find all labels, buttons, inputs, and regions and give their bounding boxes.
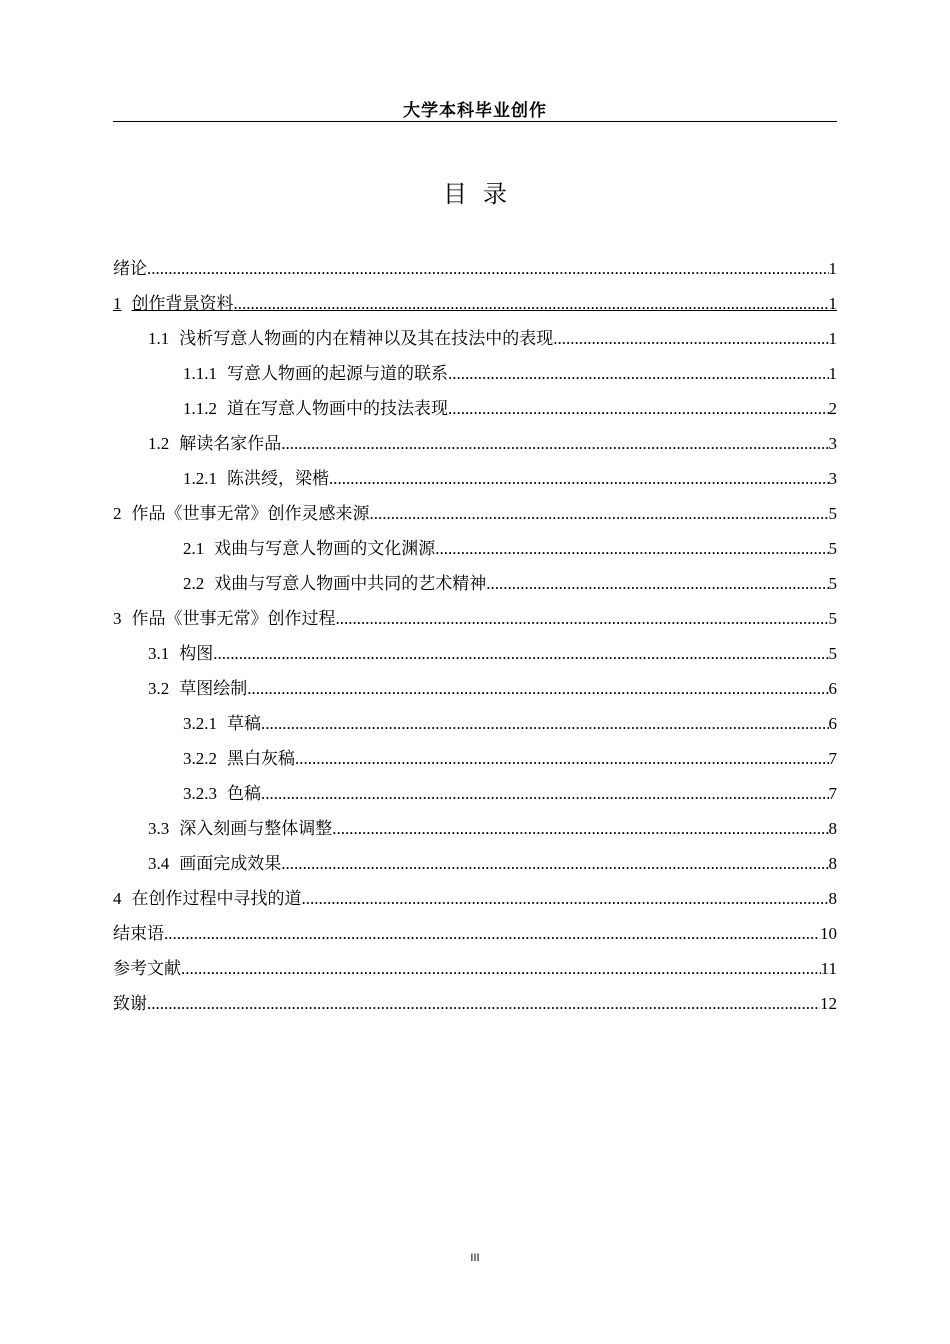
toc-entry-page: 8 — [828, 819, 837, 838]
toc-entry[interactable] — [113, 711, 837, 746]
toc-leader-dots — [281, 431, 828, 457]
toc-entry-page: 6 — [828, 714, 837, 733]
toc-entry-number: 3.1 — [148, 644, 170, 663]
toc-leader-dots — [448, 396, 829, 422]
toc-entry-label: 致谢 — [113, 994, 147, 1013]
toc-entry[interactable] — [113, 641, 837, 676]
toc-entry-label: 戏曲与写意人物画的文化渊源 — [214, 539, 436, 558]
toc-entry-label: 作品《世事无常》创作灵感来源 — [131, 504, 370, 523]
toc-entry-label: 陈洪绶，梁楷 — [227, 469, 329, 488]
toc-entry-label: 参考文献 — [113, 959, 181, 978]
toc-entry-number: 1 — [113, 294, 122, 313]
toc-entry-number: 3.3 — [148, 819, 170, 838]
toc-entry-label: 作品《世事无常》创作过程 — [131, 609, 336, 628]
toc-entry-number: 2.2 — [183, 574, 205, 593]
toc-entry[interactable] — [113, 851, 837, 886]
toc-entry-number: 3 — [113, 609, 122, 628]
toc-entry-number: 4 — [113, 889, 122, 908]
toc-entry[interactable] — [113, 781, 837, 816]
toc-entry-label: 草图绘制 — [179, 679, 248, 698]
toc-entry-page: 3 — [828, 434, 837, 453]
toc-entry[interactable] — [113, 991, 837, 1026]
toc-entry-number: 3.2.1 — [183, 714, 217, 733]
toc-entry-label: 解读名家作品 — [179, 434, 282, 453]
toc-entry-page: 12 — [820, 994, 837, 1013]
toc-entry[interactable] — [113, 256, 837, 291]
toc-leader-dots — [448, 361, 829, 387]
toc-entry-label: 浅析写意人物画的内在精神以及其在技法中的表现 — [179, 329, 554, 348]
toc-leader-dots — [329, 466, 829, 492]
toc-entry-page: 5 — [828, 574, 837, 593]
toc-entry-page: 3 — [828, 469, 837, 488]
toc-entry-number: 1.1.2 — [183, 399, 217, 418]
toc-entry-label: 写意人物画的起源与道的联系 — [227, 364, 448, 383]
toc-entry-number: 2 — [113, 504, 122, 523]
toc-entry-page: 2 — [828, 399, 837, 418]
toc-entry[interactable] — [113, 536, 837, 571]
footer-page-number: III — [470, 1252, 480, 1264]
toc-entry-label: 画面完成效果 — [179, 854, 282, 873]
toc-entry[interactable] — [113, 431, 837, 466]
toc-entry-page: 7 — [828, 749, 837, 768]
toc-entry[interactable] — [113, 956, 837, 991]
running-header-title: 大学本科毕业创作 — [403, 101, 547, 121]
toc-entry-page: 1 — [828, 259, 837, 278]
toc-entry[interactable] — [113, 921, 837, 956]
toc-entry-label: 深入刻画与整体调整 — [179, 819, 333, 838]
toc-leader-dots — [553, 326, 828, 352]
toc-leader-dots — [147, 256, 829, 282]
toc-entry-page: 6 — [828, 679, 837, 698]
toc-entry-number: 3.4 — [148, 854, 170, 873]
toc-entry-number: 3.2.3 — [183, 784, 217, 803]
toc-leader-dots — [213, 641, 828, 667]
toc-leader-dots — [247, 676, 828, 702]
toc-entry-page: 5 — [828, 609, 837, 628]
toc-entry-number: 1.2.1 — [183, 469, 217, 488]
toc-leader-dots — [281, 851, 828, 877]
toc-entry-number: 1.1 — [148, 329, 170, 348]
toc-leader-dots — [181, 956, 821, 982]
table-of-contents — [113, 256, 837, 1026]
toc-entry[interactable] — [113, 291, 837, 326]
toc-entry-page: 10 — [820, 924, 837, 943]
toc-entry-label: 构图 — [179, 644, 214, 663]
toc-entry-label: 黑白灰稿 — [227, 749, 295, 768]
toc-entry-number: 2.1 — [183, 539, 205, 558]
toc-entry-label: 结束语 — [113, 924, 164, 943]
toc-entry[interactable] — [113, 676, 837, 711]
toc-entry-page: 5 — [828, 504, 837, 523]
toc-leader-dots — [336, 606, 829, 632]
toc-entry-label: 戏曲与写意人物画中共同的艺术精神 — [214, 574, 487, 593]
toc-entry-number: 1.1.1 — [183, 364, 217, 383]
toc-entry-page: 1 — [828, 364, 837, 383]
toc-entry-label: 草稿 — [227, 714, 261, 733]
toc-leader-dots — [486, 571, 828, 597]
toc-entry-page: 1 — [828, 329, 837, 348]
toc-leader-dots — [234, 291, 829, 317]
toc-entry-page: 5 — [828, 539, 837, 558]
toc-entry-label: 在创作过程中寻找的道 — [131, 889, 302, 908]
toc-title: 目录 — [443, 180, 523, 208]
toc-leader-dots — [295, 746, 829, 772]
toc-leader-dots — [147, 991, 820, 1017]
toc-entry-number: 3.2.2 — [183, 749, 217, 768]
toc-entry-label: 色稿 — [227, 784, 261, 803]
toc-leader-dots — [261, 711, 829, 737]
toc-entry-page: 11 — [820, 959, 837, 978]
toc-entry-label: 创作背景资料 — [131, 294, 234, 313]
toc-entry-label: 绪论 — [113, 259, 147, 278]
toc-entry[interactable] — [113, 466, 837, 501]
toc-entry[interactable] — [113, 571, 837, 606]
toc-entry-page: 1 — [828, 294, 837, 313]
toc-entry[interactable] — [113, 361, 837, 396]
toc-entry-number: 3.2 — [148, 679, 170, 698]
toc-entry-page: 8 — [828, 854, 837, 873]
header-rule — [113, 121, 837, 122]
toc-leader-dots — [261, 781, 829, 807]
toc-entry-label: 道在写意人物画中的技法表现 — [227, 399, 448, 418]
toc-entry-page: 8 — [828, 889, 837, 908]
toc-entry[interactable] — [113, 746, 837, 781]
toc-entry[interactable] — [113, 501, 837, 536]
toc-leader-dots — [332, 816, 828, 842]
toc-entry[interactable] — [113, 326, 837, 361]
toc-entry[interactable] — [113, 396, 837, 431]
toc-entry-page: 5 — [828, 644, 837, 663]
toc-leader-dots — [370, 501, 829, 527]
toc-entry-number: 1.2 — [148, 434, 170, 453]
toc-leader-dots — [164, 921, 820, 947]
toc-entry[interactable] — [113, 816, 837, 851]
toc-leader-dots — [302, 886, 829, 912]
toc-entry[interactable] — [113, 606, 837, 641]
toc-entry[interactable] — [113, 886, 837, 921]
toc-entry-page: 7 — [828, 784, 837, 803]
toc-leader-dots — [435, 536, 828, 562]
